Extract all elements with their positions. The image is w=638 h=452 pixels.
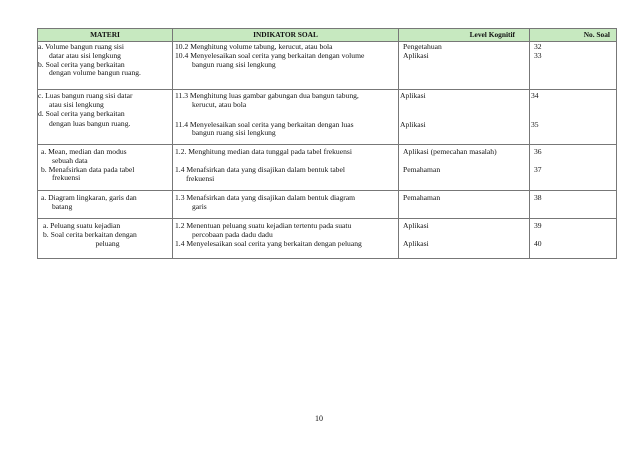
no-soal-cell (530, 145, 617, 191)
level-line: Aplikasi (403, 221, 429, 230)
materi-cell (38, 42, 173, 90)
materi-line: a. Peluang suatu kejadian (43, 221, 121, 230)
no-soal-line: 38 (534, 193, 542, 202)
indikator-cell (173, 191, 399, 219)
materi-line: atau sisi lengkung (49, 99, 104, 109)
level-cell (399, 90, 530, 145)
materi-line: c. Luas bangun ruang sisi datar (38, 91, 133, 100)
no-soal-line: 39 (534, 221, 542, 230)
materi-cell (38, 191, 173, 219)
indikator-cell (173, 145, 399, 191)
materi-line: frekuensi (52, 173, 81, 183)
materi-line: b. Menafsirkan data pada tabel (41, 164, 135, 174)
indikator-line: bangun ruang sisi lengkung (192, 59, 276, 69)
indikator-line: 1.4 Menafsirkan data yang disajikan dalam bentuk tabel (175, 164, 345, 174)
header-materi: MATERI (38, 29, 173, 42)
level-cell (399, 42, 530, 90)
materi-line: dengan luas bangun ruang. (49, 119, 131, 129)
level-line: Aplikasi (400, 91, 426, 100)
level-line: Pemahaman (403, 193, 441, 202)
materi-line: a. Diagram lingkaran, garis dan (41, 193, 137, 202)
materi-cell (38, 90, 173, 145)
indikator-line: 11.4 Menyelesaikan soal cerita yang berkaitan dengan luas (175, 119, 354, 129)
materi-cell (38, 219, 173, 259)
level-line: Aplikasi (403, 50, 429, 60)
header-no-soal: No. Soal (530, 29, 617, 42)
table-row (38, 42, 617, 90)
header-level-kognitif: Level Kognitif (399, 29, 530, 42)
materi-line: peluang (95, 238, 120, 248)
table-row (38, 219, 617, 259)
indikator-line: 1.2. Menghitung median data tunggal pada tabel frekuensi (175, 147, 352, 156)
level-line: Aplikasi (pemecahan masalah) (403, 147, 497, 156)
no-soal-line: 40 (534, 238, 542, 248)
indikator-line: 1.4 Menyelesaikan soal cerita yang berkaitan dengan peluang (175, 238, 362, 248)
materi-line: b. Soal cerita yang berkaitan (38, 59, 125, 69)
indikator-line: 1.3 Menafsirkan data yang disajikan dalam bentuk diagram (175, 193, 356, 202)
level-line: Aplikasi (403, 238, 429, 248)
indikator-line: 1.2 Menentuan peluang suatu kejadian tertentu pada suatu (175, 221, 352, 230)
no-soal-cell (530, 219, 617, 259)
level-cell (399, 191, 530, 219)
materi-line: datar atau sisi lengkung (49, 50, 121, 60)
materi-line: d. Soal cerita yang berkaitan (38, 108, 125, 118)
no-soal-line: 32 (534, 42, 542, 51)
no-soal-cell (530, 42, 617, 90)
indikator-line: frekuensi (186, 173, 215, 183)
indikator-line: bangun ruang sisi lengkung (192, 128, 276, 138)
no-soal-line: 34 (531, 91, 539, 100)
table-row (38, 90, 617, 145)
indikator-line: percobaan pada dadu dadu (192, 229, 273, 239)
table-row (38, 145, 617, 191)
no-soal-cell (530, 90, 617, 145)
no-soal-line: 33 (534, 50, 542, 60)
indikator-line: kerucut, atau bola (192, 99, 247, 109)
soal-table (37, 28, 617, 259)
level-cell (399, 145, 530, 191)
materi-line: dengan volume bangun ruang. (49, 68, 141, 78)
level-line: Aplikasi (400, 119, 426, 129)
indikator-cell (173, 219, 399, 259)
materi-line: b. Soal cerita berkaitan dengan (43, 229, 137, 239)
indikator-line: 10.2 Menghitung volume tabung, kerucut, atau bola (175, 42, 333, 51)
page-number: 10 (315, 414, 323, 423)
no-soal-line: 35 (531, 119, 539, 129)
materi-line: a. Volume bangun ruang sisi (38, 42, 124, 51)
no-soal-cell (530, 191, 617, 219)
indikator-cell (173, 90, 399, 145)
level-cell (399, 219, 530, 259)
indikator-cell (173, 42, 399, 90)
table-header-row (38, 29, 617, 42)
header-indikator-soal: INDIKATOR SOAL (173, 29, 399, 42)
indikator-line: 11.3 Menghitung luas gambar gabungan dua bangun tabung, (175, 91, 359, 100)
materi-line: a. Mean, median dan modus (41, 147, 127, 156)
level-line: Pengetahuan (403, 42, 442, 51)
indikator-line: garis (192, 201, 207, 211)
no-soal-line: 36 (534, 147, 542, 156)
indikator-line: 10.4 Menyelesaikan soal cerita yang berkaitan dengan volume (175, 50, 365, 60)
no-soal-line: 37 (534, 164, 542, 174)
materi-line: batang (52, 201, 73, 211)
materi-line: sebuah data (52, 155, 88, 165)
materi-cell (38, 145, 173, 191)
table-row (38, 191, 617, 219)
level-line: Pemahaman (403, 164, 441, 174)
